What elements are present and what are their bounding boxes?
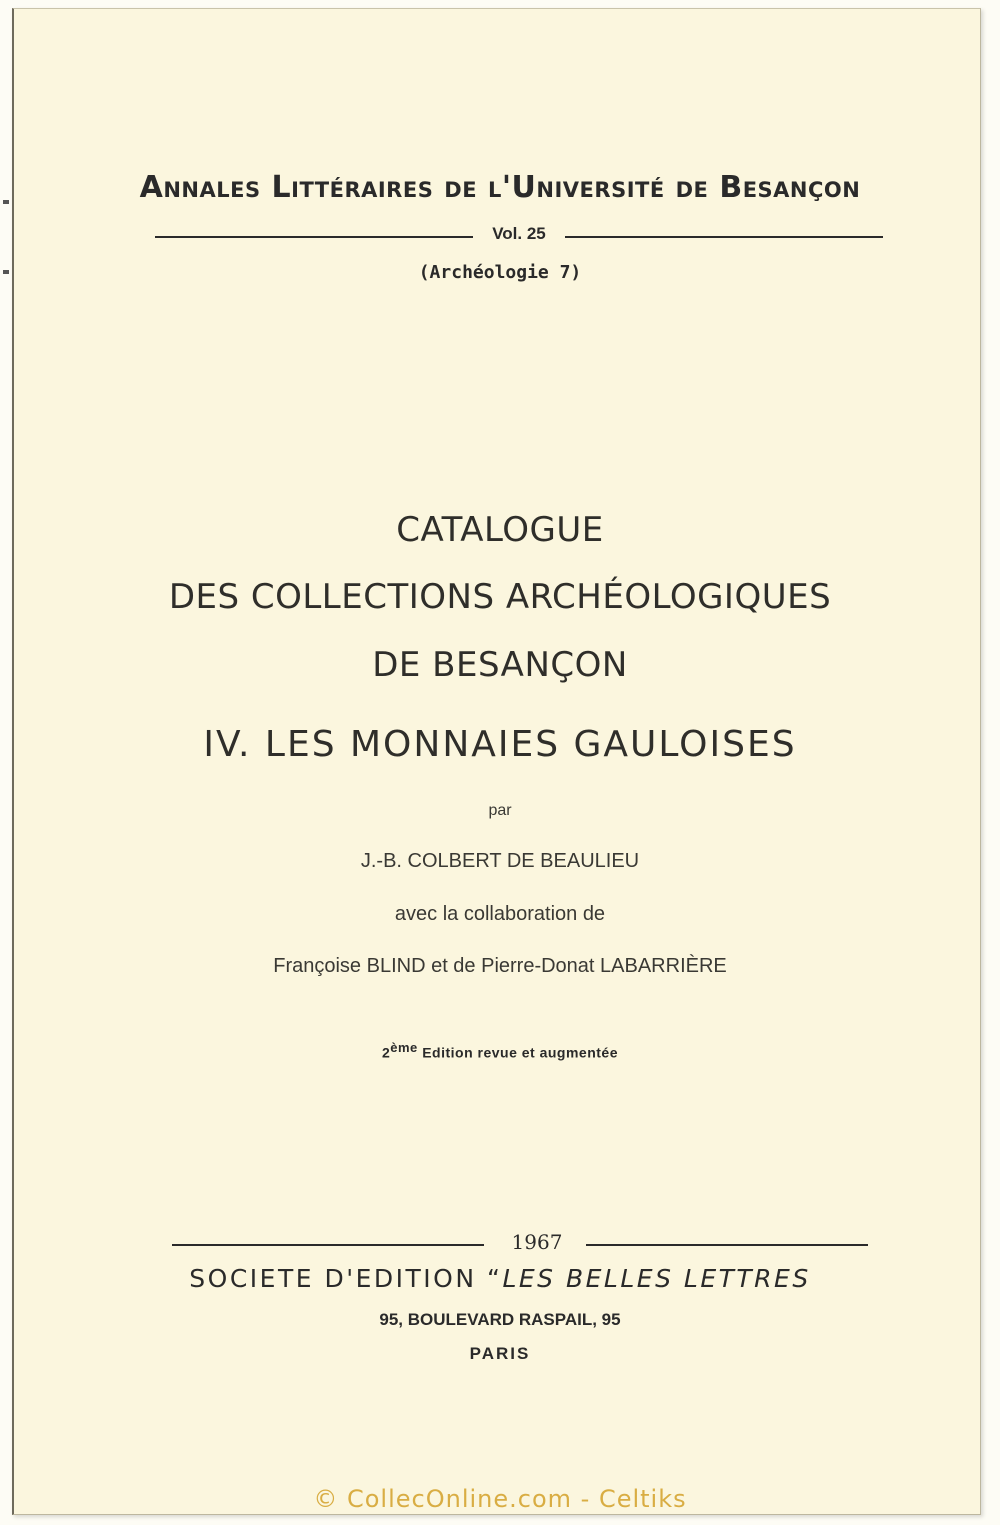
publisher-name: LES BELLES LETTRES — [502, 1264, 811, 1293]
subseries: (Archéologie 7) — [418, 262, 582, 283]
rule-left — [172, 1244, 484, 1246]
rule-left — [155, 236, 473, 238]
year-row — [172, 1230, 868, 1258]
rule-right — [586, 1244, 868, 1246]
series-title: Annales Littéraires de l'Université de Besançon — [139, 170, 861, 205]
watermark: © CollecOnline.com - Celtiks — [313, 1485, 687, 1513]
title-line-1: CATALOGUE — [396, 510, 604, 550]
publisher-address: 95, BOULEVARD RASPAIL, 95 — [379, 1310, 621, 1329]
edition-text: Edition revue et augmentée — [422, 1044, 619, 1061]
title-line-3: DE BESANÇON — [372, 645, 628, 685]
edition-number: 2 — [381, 1044, 391, 1061]
collaboration-label: avec la collaboration de — [394, 903, 606, 925]
volume-number: Vol. 25 — [492, 224, 546, 243]
author: J.-B. COLBERT DE BEAULIEU — [360, 850, 640, 872]
edition-superscript: ème — [390, 1040, 418, 1055]
by-label: par — [488, 802, 512, 819]
collaborators: Françoise BLIND et de Pierre-Donat LABARRIÈRE — [273, 955, 727, 977]
publisher — [0, 1264, 1000, 1293]
publisher-city: PARIS — [469, 1344, 531, 1363]
publication-year: 1967 — [511, 1230, 563, 1254]
volume-row — [155, 224, 883, 248]
rule-right — [565, 236, 883, 238]
title-line-4: IV. LES MONNAIES GAULOISES — [203, 724, 797, 765]
title-line-2: DES COLLECTIONS ARCHÉOLOGIQUES — [168, 577, 832, 617]
publisher-prefix: SOCIETE D'EDITION “ — [189, 1264, 503, 1293]
edition-note — [0, 1040, 1000, 1061]
